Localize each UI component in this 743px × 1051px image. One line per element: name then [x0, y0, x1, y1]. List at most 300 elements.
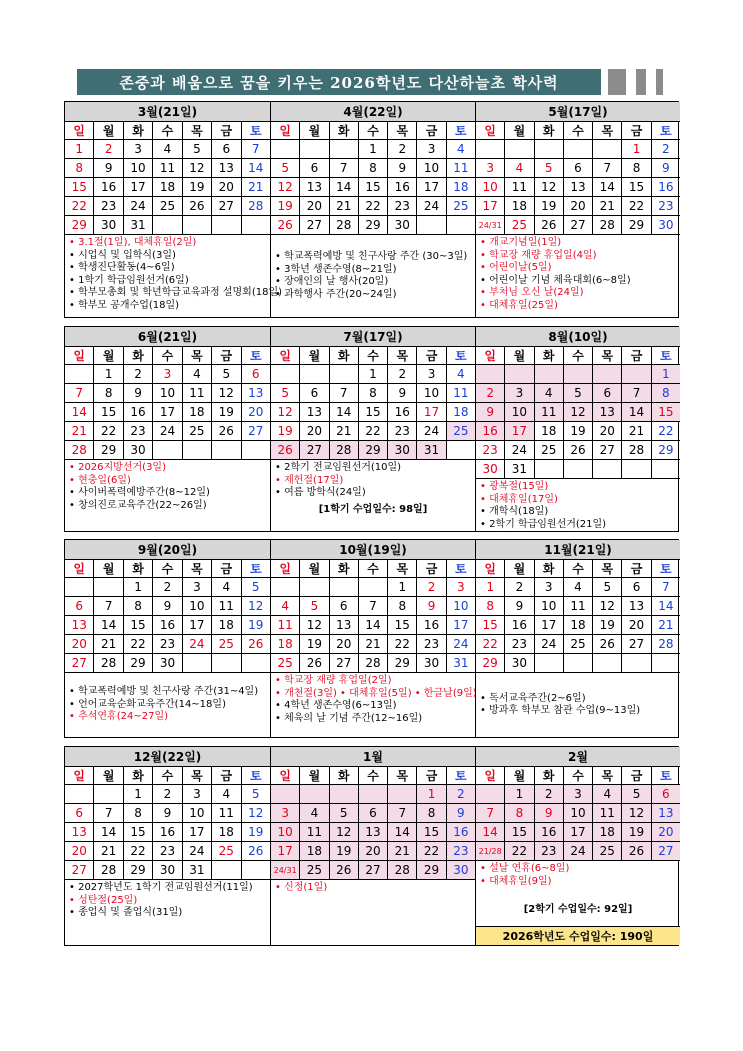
- day-cell: 13: [359, 823, 388, 841]
- day-cell: 28: [65, 441, 94, 459]
- day-cell: 30: [153, 654, 182, 672]
- weekday-label: 일: [271, 121, 300, 139]
- weekday-label: 화: [124, 346, 153, 364]
- day-cell: 25: [453, 199, 469, 213]
- event-item: • 방과후 학부모 참관 수업(9~13일): [480, 705, 641, 716]
- day-cell: 13: [564, 178, 593, 196]
- day-cell: 29: [124, 654, 153, 672]
- day-cell: 23: [447, 842, 475, 860]
- day-cell: 4: [457, 367, 465, 381]
- weekday-label: 일: [65, 559, 94, 577]
- week-row: [271, 861, 475, 880]
- day-cell: 24: [453, 637, 469, 651]
- day-cell: 22: [124, 635, 153, 653]
- day-cell: 7: [593, 159, 622, 177]
- day-cell: 9: [124, 384, 153, 402]
- day-cell: 6: [300, 159, 329, 177]
- day-cell: 3: [417, 140, 446, 158]
- week-row: [65, 159, 270, 178]
- weekday-label: 화: [535, 121, 564, 139]
- day-cell: 30: [505, 654, 534, 672]
- weekday-label: 목: [388, 346, 417, 364]
- day-cell: 1: [359, 140, 388, 158]
- day-cell: 10: [476, 178, 505, 196]
- day-cell: 19: [330, 842, 359, 860]
- empty-day-cell: [622, 365, 651, 383]
- day-cell: 21: [593, 197, 622, 215]
- weekday-label: 금: [417, 346, 446, 364]
- empty-day-cell: [65, 578, 94, 596]
- empty-day-cell: [622, 654, 651, 672]
- empty-day-cell: [652, 460, 680, 478]
- day-cell: 14: [359, 616, 388, 634]
- day-cell: 21: [330, 422, 359, 440]
- weekday-label: 수: [359, 766, 388, 784]
- empty-day-cell: [652, 654, 680, 672]
- day-cell: 4: [153, 140, 182, 158]
- week-row: [271, 441, 475, 460]
- day-cell: 30: [476, 460, 505, 478]
- day-cell: 25: [183, 422, 212, 440]
- event-item: • 학교장 재량 휴업일(4일): [480, 249, 597, 261]
- day-cell: 8: [124, 597, 153, 615]
- week-row: [65, 384, 270, 403]
- weekday-label: 일: [65, 766, 94, 784]
- weekday-label: 목: [593, 346, 622, 364]
- empty-day-cell: [300, 785, 329, 803]
- month-block: [65, 540, 270, 737]
- weekday-label: 월: [94, 121, 123, 139]
- month-events: [476, 673, 680, 737]
- day-cell: 11: [505, 178, 534, 196]
- day-cell: 9: [447, 804, 475, 822]
- day-cell: 12: [300, 616, 329, 634]
- day-cell: 17: [453, 618, 469, 632]
- day-cell: 15: [417, 823, 446, 841]
- day-cell: 3: [271, 804, 300, 822]
- weekday-label: 월: [300, 766, 329, 784]
- week-row: [476, 197, 680, 216]
- weekday-label: 일: [65, 121, 94, 139]
- day-cell: 16: [94, 178, 123, 196]
- week-row: [65, 861, 270, 880]
- day-cell: 12: [564, 403, 593, 421]
- weekday-label: 화: [535, 766, 564, 784]
- empty-day-cell: [300, 578, 329, 596]
- empty-day-cell: [388, 785, 417, 803]
- day-cell: 26: [271, 216, 300, 234]
- day-cell: 13: [300, 178, 329, 196]
- day-cell: 19: [212, 403, 241, 421]
- day-cell: 10: [417, 384, 446, 402]
- weekday-label: 일: [476, 766, 505, 784]
- day-cell: 22: [359, 197, 388, 215]
- day-cell: 13: [65, 616, 94, 634]
- day-cell: 18: [153, 178, 182, 196]
- day-cell: 12: [248, 806, 264, 820]
- day-cell: 14: [658, 599, 674, 613]
- day-cell: 22: [94, 422, 123, 440]
- day-cell: 2: [153, 578, 182, 596]
- month-header: 3월(21일): [65, 102, 270, 122]
- week-row: [476, 823, 680, 842]
- week-row: [65, 597, 270, 616]
- day-cell: 23: [124, 422, 153, 440]
- week-row: [476, 384, 680, 403]
- day-cell: 10: [183, 597, 212, 615]
- month-header: 9월(20일): [65, 540, 270, 560]
- day-cell: 14: [476, 823, 505, 841]
- month-events: [476, 861, 680, 927]
- week-row: [476, 842, 680, 861]
- event-item: • 광복절(15일): [480, 481, 549, 492]
- week-row: [271, 365, 475, 384]
- day-cell: 6: [564, 159, 593, 177]
- day-cell: 21: [330, 197, 359, 215]
- day-cell: 15: [359, 178, 388, 196]
- day-cell: 28: [388, 861, 417, 879]
- month-events: [65, 673, 270, 737]
- day-cell: 8: [124, 804, 153, 822]
- week-row: [65, 804, 270, 823]
- day-cell: 13: [652, 804, 680, 822]
- month-block: [475, 540, 680, 737]
- weekday-label: 목: [388, 766, 417, 784]
- day-cell: 2: [94, 140, 123, 158]
- day-cell: 21: [94, 635, 123, 653]
- day-cell: 1: [652, 365, 680, 383]
- day-cell: 25: [300, 861, 329, 879]
- day-cell: 21: [248, 180, 264, 194]
- day-cell: 13: [622, 597, 651, 615]
- day-cell: 14: [593, 178, 622, 196]
- day-cell: 16: [505, 616, 534, 634]
- empty-day-cell: [212, 861, 241, 879]
- day-cell: 1: [476, 578, 505, 596]
- day-cell: 5: [535, 159, 564, 177]
- day-cell: 27: [300, 441, 329, 459]
- day-cell: 8: [505, 804, 534, 822]
- day-cell: 19: [271, 422, 300, 440]
- weekday-label: 수: [359, 559, 388, 577]
- event-item: • 학생진단활동(4~6일): [69, 262, 175, 273]
- day-cell: 27: [359, 861, 388, 879]
- title-decoration-bar: [656, 69, 663, 95]
- empty-day-cell: [593, 654, 622, 672]
- day-cell: 17: [417, 403, 446, 421]
- day-cell: 30: [417, 654, 446, 672]
- day-cell: 16: [153, 616, 182, 634]
- weekday-label: 수: [359, 121, 388, 139]
- day-cell: 20: [622, 616, 651, 634]
- day-cell: 11: [593, 804, 622, 822]
- day-cell: 5: [251, 787, 260, 801]
- day-cell: 23: [535, 842, 564, 860]
- day-cell: 5: [593, 578, 622, 596]
- day-cell: 21/28: [476, 842, 505, 860]
- empty-day-cell: [564, 140, 593, 158]
- day-cell: 17: [183, 823, 212, 841]
- day-cell: 19: [535, 197, 564, 215]
- day-cell: 12: [183, 159, 212, 177]
- page-title: 존중과 배움으로 꿈을 키우는 2026학년도 다산하늘초 학사력: [77, 69, 601, 95]
- month-block: [65, 747, 270, 945]
- day-cell: 13: [212, 159, 241, 177]
- day-cell: 7: [359, 597, 388, 615]
- day-cell: 23: [476, 441, 505, 459]
- day-cell: 16: [388, 403, 417, 421]
- day-cell: 29: [94, 441, 123, 459]
- day-cell: 31: [453, 656, 469, 670]
- day-cell: 22: [124, 842, 153, 860]
- event-item: • 1학기 학급임원선거(6일): [69, 274, 189, 286]
- day-cell: 28: [94, 654, 123, 672]
- day-cell: 2: [388, 365, 417, 383]
- event-item: • 학부모 공개수업(18일): [69, 299, 180, 311]
- day-cell: 6: [300, 384, 329, 402]
- day-cell: 18: [453, 180, 469, 194]
- day-cell: 9: [388, 384, 417, 402]
- weekday-label: 금: [212, 121, 241, 139]
- weekday-label: 금: [212, 766, 241, 784]
- day-cell: 9: [535, 804, 564, 822]
- day-cell: 30: [388, 216, 417, 234]
- day-cell: 4: [535, 384, 564, 402]
- day-cell: 15: [65, 178, 94, 196]
- calendar-row: [64, 326, 679, 532]
- weekday-label: 목: [183, 121, 212, 139]
- event-item: • 대체휴일(9일): [480, 875, 552, 887]
- empty-day-cell: [94, 785, 123, 803]
- day-cell: 19: [248, 618, 264, 632]
- empty-day-cell: [212, 216, 241, 234]
- day-cell: 29: [65, 216, 94, 234]
- empty-day-cell: [183, 441, 212, 459]
- weekday-label: 금: [212, 346, 241, 364]
- week-row: [476, 804, 680, 823]
- day-cell: 1: [359, 365, 388, 383]
- day-cell: 19: [300, 635, 329, 653]
- empty-day-cell: [359, 785, 388, 803]
- weekday-label: 수: [564, 346, 593, 364]
- month-events: [65, 235, 283, 317]
- month-events: [271, 460, 475, 531]
- day-cell: 26: [271, 441, 300, 459]
- event-item: • 학교장 재량 휴업일(2일): [275, 675, 392, 686]
- day-cell: 4: [183, 365, 212, 383]
- day-cell: 27: [65, 861, 94, 879]
- event-item: • 과학행사 주간(20~24일): [275, 288, 397, 300]
- weekday-label: 토: [455, 768, 467, 783]
- day-cell: 9: [417, 597, 446, 615]
- empty-day-cell: [242, 861, 270, 879]
- event-item: • 제헌절(17일): [275, 474, 344, 486]
- day-cell: 12: [535, 178, 564, 196]
- day-cell: 16: [476, 422, 505, 440]
- empty-day-cell: [535, 460, 564, 478]
- day-cell: 8: [388, 597, 417, 615]
- empty-day-cell: [505, 365, 534, 383]
- day-cell: 5: [330, 804, 359, 822]
- day-cell: 7: [330, 159, 359, 177]
- day-cell: 12: [593, 597, 622, 615]
- day-cell: 17: [505, 422, 534, 440]
- empty-day-cell: [271, 578, 300, 596]
- weekday-label: 월: [505, 121, 534, 139]
- day-cell: 22: [622, 197, 651, 215]
- day-cell: 18: [300, 842, 329, 860]
- day-cell: 21: [622, 422, 651, 440]
- day-cell: 20: [593, 422, 622, 440]
- day-cell: 29: [417, 861, 446, 879]
- day-cell: 12: [271, 178, 300, 196]
- day-cell: 8: [359, 159, 388, 177]
- empty-day-cell: [94, 578, 123, 596]
- weekday-label: 월: [505, 559, 534, 577]
- empty-day-cell: [535, 654, 564, 672]
- month-header: 4월(22일): [271, 102, 475, 122]
- week-row: [476, 422, 680, 441]
- week-row: [65, 785, 270, 804]
- day-cell: 16: [124, 403, 153, 421]
- event-item: • 언어교육순화교육주간(14~18일): [69, 698, 226, 710]
- day-cell: 20: [65, 635, 94, 653]
- day-cell: 18: [505, 197, 534, 215]
- day-cell: 7: [476, 804, 505, 822]
- weekday-label: 목: [593, 559, 622, 577]
- empty-day-cell: [476, 140, 505, 158]
- day-cell: 18: [212, 823, 241, 841]
- day-cell: 11: [153, 159, 182, 177]
- day-cell: 4: [505, 159, 534, 177]
- day-cell: 29: [622, 216, 651, 234]
- month-block: [65, 327, 270, 531]
- day-cell: 14: [248, 161, 264, 175]
- day-cell: 2: [476, 384, 505, 402]
- day-cell: 29: [359, 441, 388, 459]
- weekday-label: 화: [330, 559, 359, 577]
- day-cell: 2: [535, 785, 564, 803]
- weekday-label: 일: [476, 559, 505, 577]
- day-cell: 19: [622, 823, 651, 841]
- day-cell: 17: [417, 178, 446, 196]
- month-events: [271, 673, 475, 737]
- day-cell: 20: [65, 842, 94, 860]
- day-cell: 29: [359, 216, 388, 234]
- day-cell: 9: [153, 804, 182, 822]
- week-row: [65, 178, 270, 197]
- event-item: • 어린이날(5일): [480, 262, 552, 273]
- day-cell: 18: [212, 616, 241, 634]
- week-row: [476, 365, 680, 384]
- day-cell: 3: [505, 384, 534, 402]
- day-cell: 11: [183, 384, 212, 402]
- day-cell: 4: [564, 578, 593, 596]
- event-item: • 개천절(3일) • 대체휴일(5일) • 한글날(9일): [275, 687, 477, 699]
- day-cell: 8: [94, 384, 123, 402]
- event-item: • 사이버폭력예방주간(8~12일): [69, 487, 210, 498]
- day-cell: 20: [652, 823, 680, 841]
- day-cell: 26: [564, 441, 593, 459]
- day-cell: 23: [658, 199, 674, 213]
- day-cell: 21: [65, 422, 94, 440]
- week-row: [476, 159, 680, 178]
- event-item: • 종업식 및 졸업식(31일): [69, 907, 183, 918]
- day-cell: 11: [453, 161, 469, 175]
- weekday-label: 목: [388, 559, 417, 577]
- day-cell: 9: [153, 597, 182, 615]
- day-cell: 23: [94, 197, 123, 215]
- day-cell: 31: [124, 216, 153, 234]
- empty-day-cell: [330, 365, 359, 383]
- day-cell: 23: [417, 635, 446, 653]
- month-block: [270, 540, 475, 737]
- day-cell: 14: [65, 403, 94, 421]
- day-cell: 12: [622, 804, 651, 822]
- day-cell: 8: [476, 597, 505, 615]
- day-cell: 15: [124, 616, 153, 634]
- weekday-label: 수: [564, 559, 593, 577]
- weekday-label: 일: [476, 346, 505, 364]
- weekday-header-row: [476, 766, 680, 785]
- weekday-label: 화: [535, 346, 564, 364]
- day-cell: 23: [505, 635, 534, 653]
- day-cell: 11: [212, 597, 241, 615]
- day-cell: 17: [183, 616, 212, 634]
- day-cell: 13: [593, 403, 622, 421]
- day-cell: 23: [388, 422, 417, 440]
- event-item: • 개학식(18일): [480, 506, 549, 517]
- week-row: [271, 842, 475, 861]
- day-cell: 6: [622, 578, 651, 596]
- day-cell: 20: [300, 197, 329, 215]
- day-cell: 17: [124, 178, 153, 196]
- weekday-header-row: [65, 346, 270, 365]
- weekday-label: 수: [153, 766, 182, 784]
- day-cell: 27: [330, 654, 359, 672]
- day-cell: 10: [183, 804, 212, 822]
- day-cell: 8: [65, 159, 94, 177]
- day-cell: 6: [65, 597, 94, 615]
- empty-day-cell: [593, 460, 622, 478]
- weekday-label: 금: [417, 121, 446, 139]
- event-item: • 창의진로교육주간(22~26일): [69, 499, 207, 511]
- week-row: [65, 403, 270, 422]
- empty-day-cell: [242, 441, 270, 459]
- day-cell: 24: [535, 635, 564, 653]
- day-cell: 5: [300, 597, 329, 615]
- week-row: [65, 197, 270, 216]
- weekday-label: 토: [455, 348, 467, 363]
- day-cell: 27: [65, 654, 94, 672]
- empty-day-cell: [447, 216, 475, 234]
- day-cell: 24: [183, 842, 212, 860]
- day-cell: 28: [658, 637, 674, 651]
- weekday-label: 목: [183, 346, 212, 364]
- day-cell: 10: [124, 159, 153, 177]
- weekday-label: 화: [330, 766, 359, 784]
- day-cell: 15: [505, 823, 534, 841]
- day-cell: 10: [505, 403, 534, 421]
- day-cell: 9: [662, 161, 670, 175]
- day-cell: 11: [453, 386, 469, 400]
- weekday-label: 토: [249, 123, 262, 138]
- day-cell: 25: [535, 441, 564, 459]
- weekday-label: 화: [124, 559, 153, 577]
- month-header: 10월(19일): [271, 540, 475, 560]
- day-cell: 11: [535, 403, 564, 421]
- weekday-label: 토: [660, 348, 672, 363]
